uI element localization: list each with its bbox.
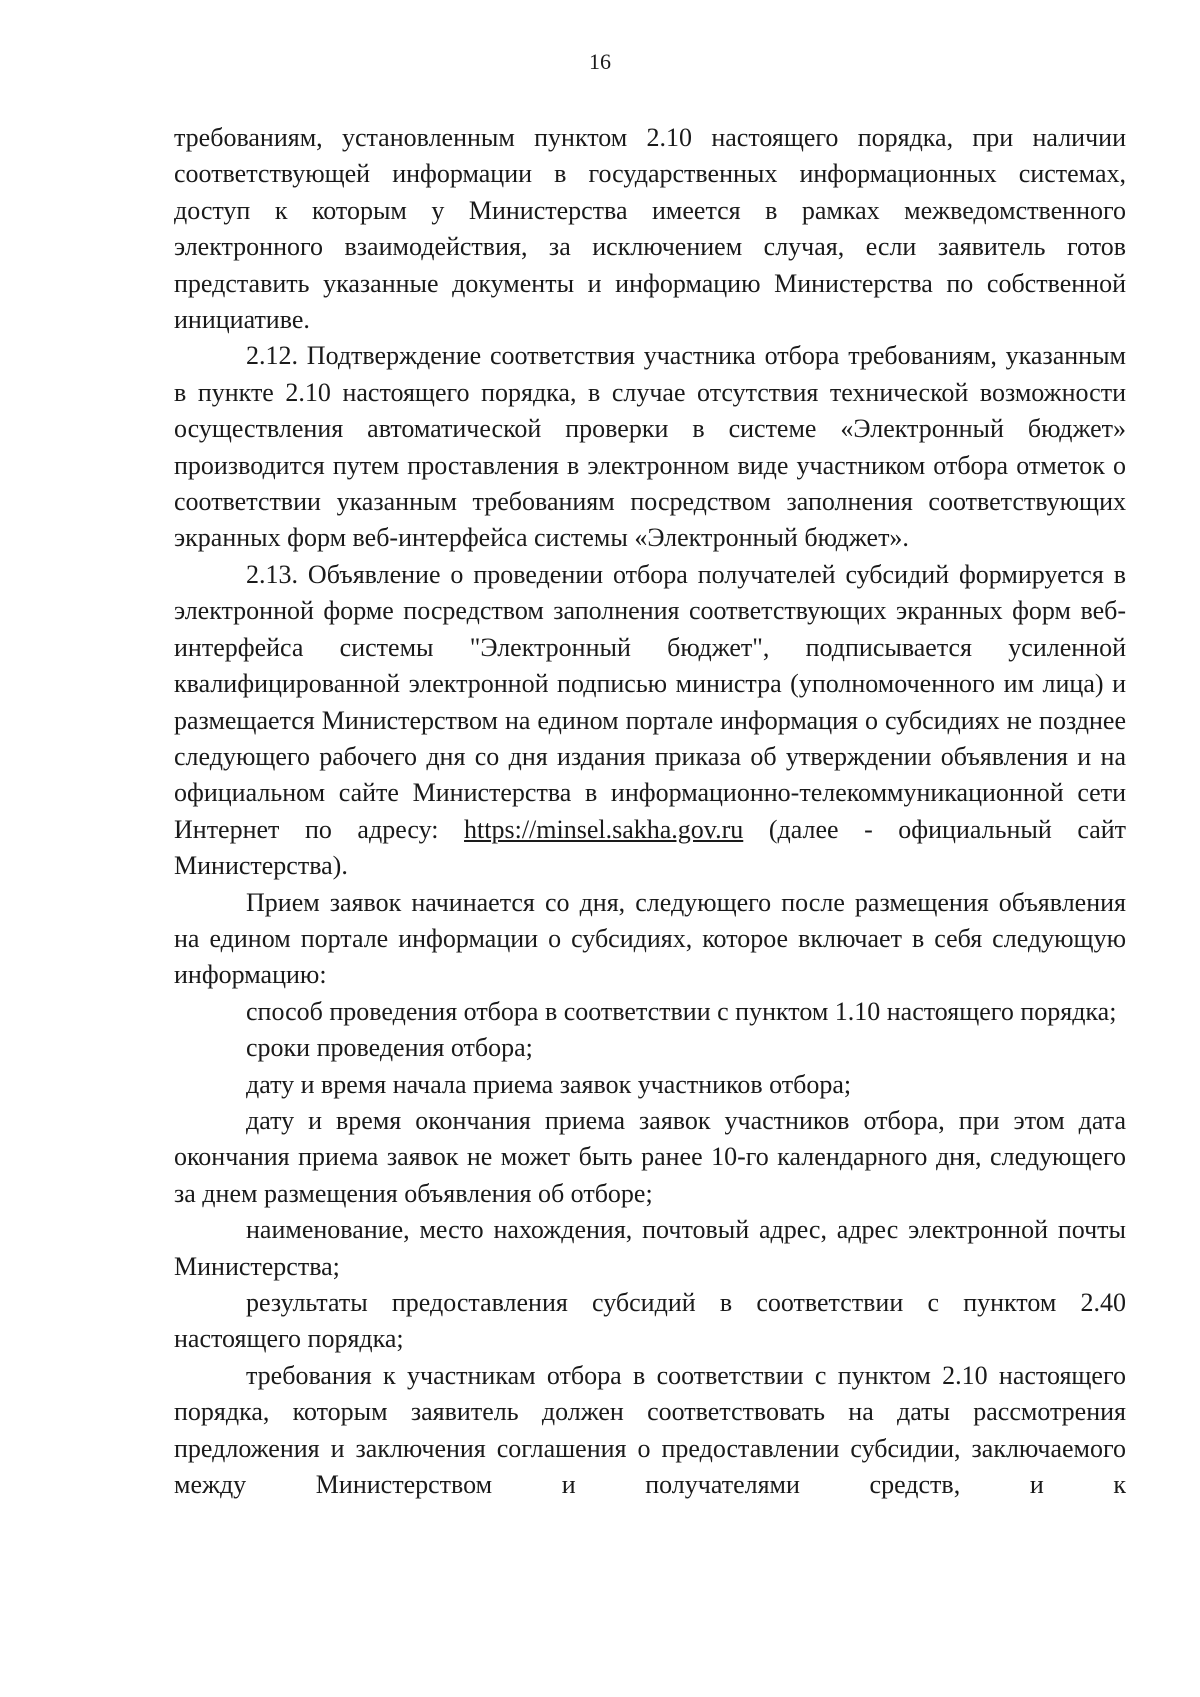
paragraph-continuation: требованиям, установленным пунктом 2.10 настоящего порядка, при наличии соответствующей информации в государственных информационных системах, доступ к которым у Министерства имеется в рамках межведомственного электронного взаимодействия, за исключением случая, если заявитель готов представить указанные документы и информацию Министерства по собственной инициативе.: [174, 123, 1126, 335]
list-item-selection-method: способ проведения отбора в соответствии с пунктом 1.10 настоящего порядка;: [246, 996, 1117, 1026]
list-item-selection-period: сроки проведения отбора;: [246, 1033, 533, 1063]
list-item-participant-requirements: требования к участникам отбора в соответствии с пунктом 2.10 настоящего порядка, которым заявитель должен соответствовать на даты рассмотрения предложения и заключения соглашения о предоставлении субсидии, заключаемого между Министерством и получателями средств, и к: [174, 1360, 1126, 1500]
list-item-ministry-contacts: наименование, место нахождения, почтовый адрес, адрес электронной почты Министерства;: [174, 1215, 1126, 1281]
list-item-subsidy-results: результаты предоставления субсидий в соответствии с пунктом 2.40 настоящего порядка;: [174, 1288, 1126, 1354]
paragraph-applications-intro: Прием заявок начинается со дня, следующего после размещения объявления на едином портале информации о субсидиях, которое включает в себя следующую информацию:: [174, 887, 1126, 990]
list-item-end-date: дату и время окончания приема заявок участников отбора, при этом дата окончания приема заявок не может быть ранее 10-го календарного дня, следующего за днем размещения объявления об отборе;: [174, 1105, 1126, 1208]
paragraph-2-13-text: 2.13. Объявление о проведении отбора получателей субсидий формируется в электронной форме посредством заполнения соответствующих экранных форм веб-интерфейса системы "Электронный бюджет", подписывается усиленной квалифицированной электронной подписью министра (уполномоченного им лица) и размещается Министерством на едином портале информация о субсидиях не позднее следующего рабочего дня со дня издания приказа об утверждении объявления и на официальном сайте Министерства в информационно-телекоммуникационной сети Интернет по адресу:: [174, 559, 1126, 844]
paragraph-2-12: 2.12. Подтверждение соответствия участника отбора требованиям, указанным в пункте 2.10 настоящего порядка, в случае отсутствия технической возможности осуществления автоматической проверки в системе «Электронный бюджет» производится путем проставления в электронном виде участником отбора отметок о соответствии указанным требованиям посредством заполнения соответствующих экранных форм веб-интерфейса системы «Электронный бюджет».: [174, 341, 1126, 553]
document-body: [174, 120, 1126, 1503]
page-number: 16: [589, 49, 611, 74]
paragraph-2-13-tail: (далее - официальный сайт Министерства).: [174, 814, 1127, 881]
paragraph-2-13: [174, 557, 1126, 885]
official-site-link[interactable]: https://minsel.sakha.gov.ru: [464, 814, 744, 844]
list-item-start-date: дату и время начала приема заявок участников отбора;: [246, 1069, 852, 1099]
